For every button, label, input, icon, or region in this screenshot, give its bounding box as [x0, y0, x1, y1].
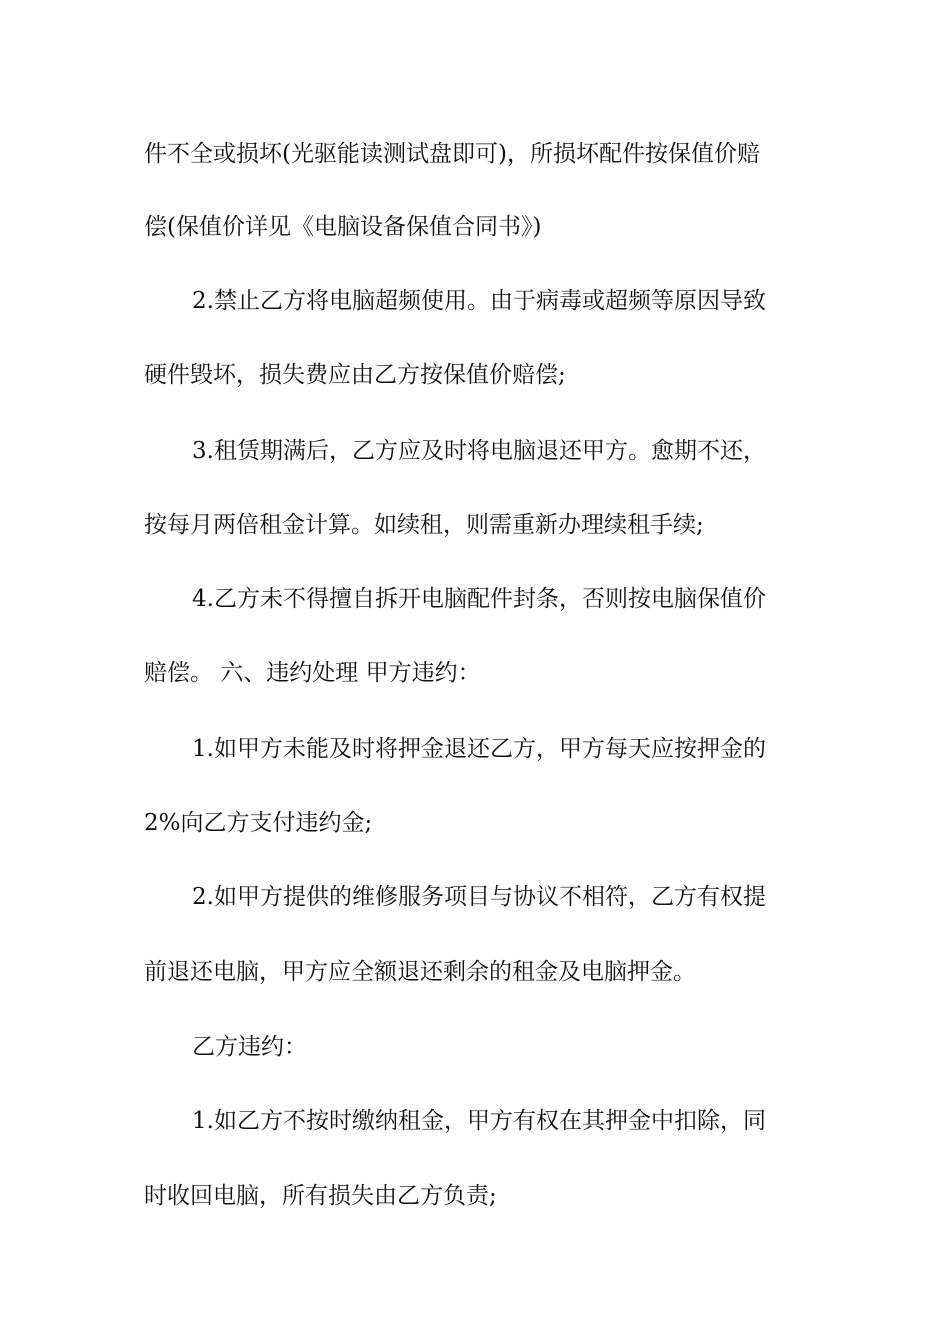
- paragraph-line: 2.如甲方提供的维修服务项目与协议不相符，乙方有权提: [192, 884, 766, 910]
- paragraph-line: 1.如乙方不按时缴纳租金，甲方有权在其押金中扣除，同: [192, 1108, 766, 1134]
- paragraph-line: 按每月两倍租金计算。如续租，则需重新办理续租手续;: [144, 512, 704, 538]
- paragraph-line: 前退还电脑，甲方应全额退还剩余的租金及电脑押金。: [144, 959, 696, 985]
- paragraph-line: 2.禁止乙方将电脑超频使用。由于病毒或超频等原因导致: [192, 288, 766, 314]
- paragraph-line: 件不全或损坏(光驱能读测试盘即可)，所损坏配件按保值价赔: [144, 141, 760, 167]
- paragraph-line: 3.租赁期满后，乙方应及时将电脑退还甲方。愈期不还，: [192, 438, 766, 464]
- paragraph-line: 4.乙方未不得擅自拆开电脑配件封条，否则按电脑保值价: [192, 586, 766, 612]
- paragraph-line: 时收回电脑，所有损失由乙方负责;: [144, 1183, 497, 1209]
- paragraph-line: 1.如甲方未能及时将押金退还乙方，甲方每天应按押金的: [192, 736, 766, 762]
- paragraph-line: 2%向乙方支付违约金;: [144, 810, 373, 836]
- paragraph-line: 硬件毁坏，损失费应由乙方按保值价赔偿;: [144, 362, 566, 388]
- section-heading: 乙方违约：: [192, 1034, 307, 1060]
- paragraph-line: 赔偿。 六、违约处理 甲方违约：: [144, 660, 481, 686]
- paragraph-line: 偿(保值价详见《电脑设备保值合同书》): [144, 214, 542, 240]
